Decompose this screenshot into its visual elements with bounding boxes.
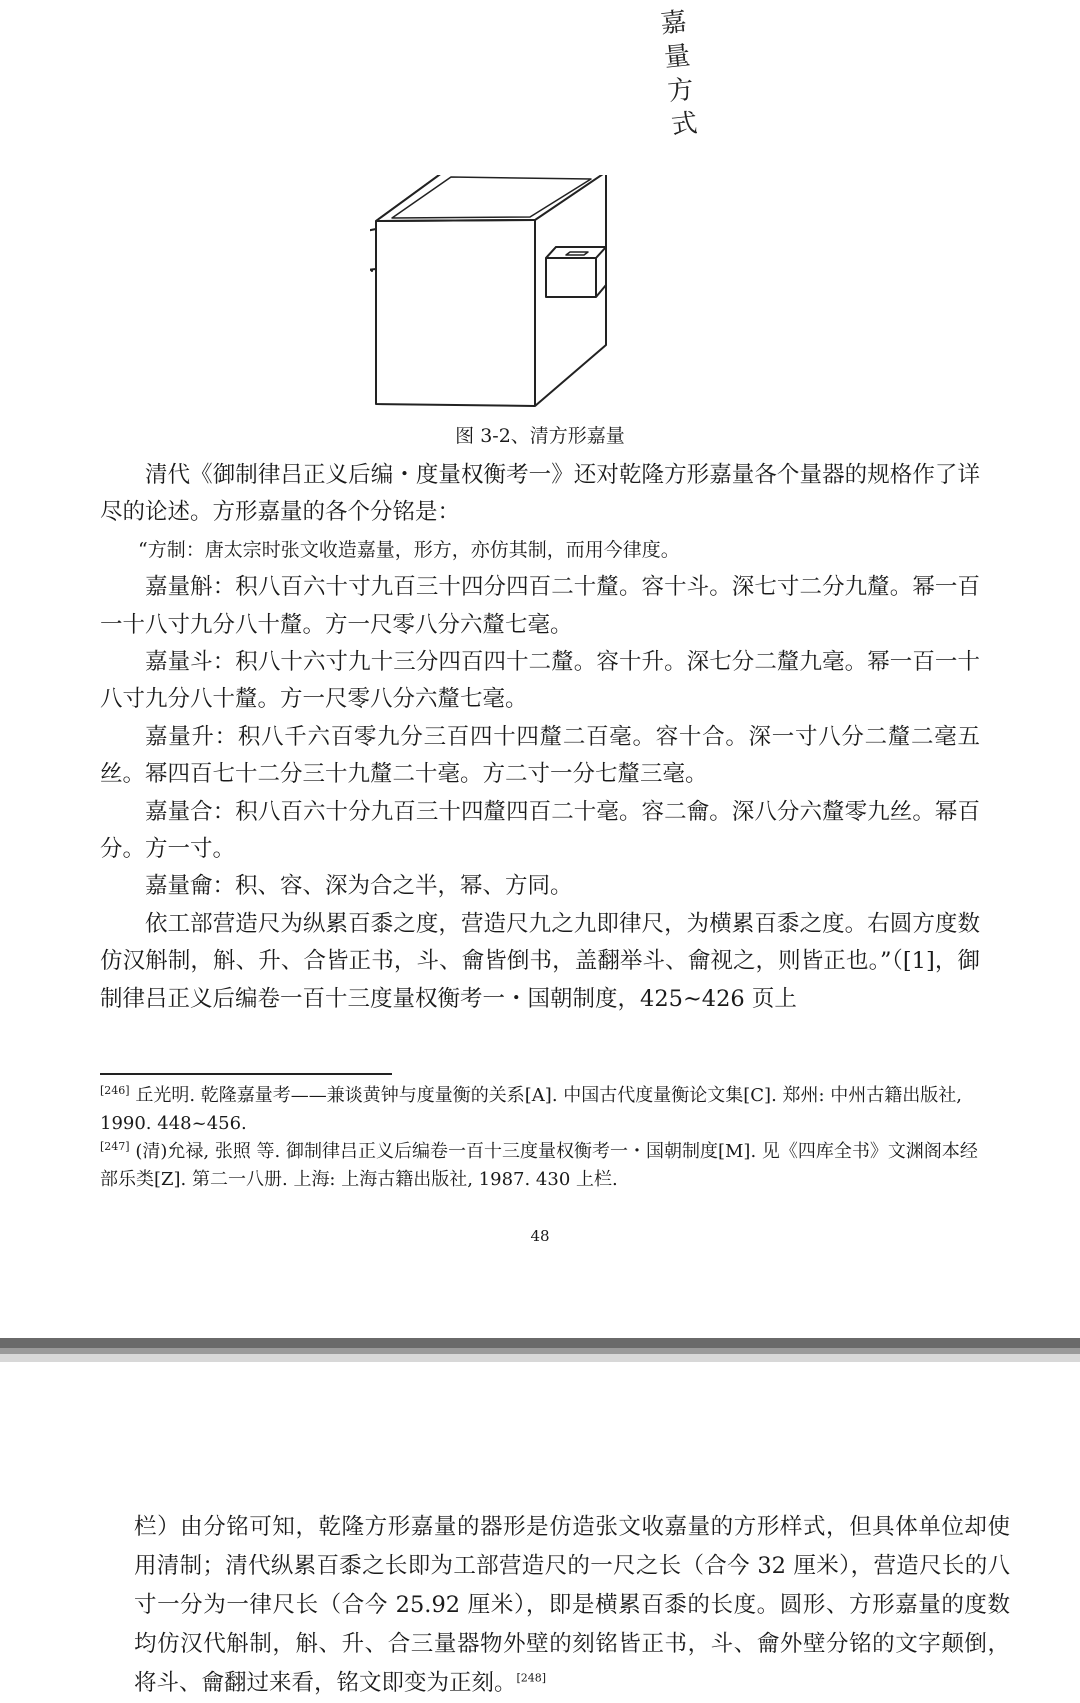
paragraph-text: 栏）由分铭可知，乾隆方形嘉量的器形是仿造张文收嘉量的方形样式，但具体单位却使用清制；清代纵累百黍之长即为工部营造尺的一尺之长（合今 32 厘米），营造尺长的八寸一分为一律尺长（合今 25.92 厘米），即是横累百黍的长度。圆形、方形嘉量的度数均仿汉代斛制，斛、升、合三量器物外壁的刻铭皆正书，斗、龠外壁分铭的文字颠倒，将斗、龠翻过来看，铭文即变为正刻。 — [134, 1514, 1010, 1696]
footnote-rule — [100, 1073, 392, 1075]
footnote-marker: [246] — [100, 1084, 130, 1097]
footnote-247 — [100, 1138, 980, 1194]
paragraph: “方制：唐太宗时张文收造嘉量，形方，亦仿其制，而用今律度。 — [138, 538, 680, 561]
figure-caption: 图 3-2、清方形嘉量 — [455, 425, 625, 447]
page-separator — [0, 1338, 1080, 1362]
paragraph: 清代《御制律吕正义后编・度量权衡考一》还对乾隆方形嘉量各个量器的规格作了详尽的论述。方形嘉量的各个分铭是： — [100, 462, 980, 526]
paragraph: 嘉量龠：积、容、深为合之半，幂、方同。 — [145, 873, 573, 900]
next-page-text — [134, 1508, 1010, 1703]
paragraph: 嘉量斗：积八十六寸九十三分四百四十二釐。容十升。深七分二釐九毫。幂一百一十八寸九分八十釐。方一尺零八分六釐七毫。 — [100, 649, 980, 713]
header-mark: 嘉量方式 — [659, 7, 699, 141]
footnotes — [100, 1082, 980, 1194]
footnote-text: (清)允禄, 张照 等. 御制律吕正义后编卷一百十三度量权衡考一・国朝制度[M]. 见《四库全书》文渊阁本经部乐类[Z]. 第二一八册. 上海: 上海古籍出版社, 1987. 430 上栏. — [100, 1141, 978, 1190]
paragraph: 嘉量斛：积八百六十寸九百三十四分四百二十釐。容十斗。深七寸二分九釐。幂一百一十八寸九分八十釐。方一尺零八分六釐七毫。 — [100, 574, 980, 638]
paragraph: 嘉量升：积八千六百零九分三百四十四釐二百毫。容十合。深一寸八分二釐二毫五丝。幂四百七十二分三十九釐二十毫。方二寸一分七釐三毫。 — [100, 723, 980, 788]
square-jialiang-illustration — [370, 175, 680, 425]
footnote-ref[interactable]: [248] — [516, 1671, 547, 1685]
paragraph: 嘉量合：积八百六十分九百三十四釐四百二十毫。容二龠。深八分六釐零九丝。幂百分。方一寸。 — [100, 798, 980, 863]
paragraph — [134, 1508, 1010, 1703]
footnote-text: 丘光明. 乾隆嘉量考——兼谈黄钟与度量衡的关系[A]. 中国古代度量衡论文集[C]. 郑州: 中州古籍出版社, 1990. 448~456. — [100, 1085, 963, 1134]
paragraph: 依工部营造尺为纵累百黍之度，营造尺九之九即律尺，为横累百黍之度。右圆方度数仿汉斛制，斛、升、合皆正书，斗、龠皆倒书，盖翻举斗、龠视之，则皆正也。”（[1]，御制律吕正义后编卷一百十三度量权衡考一・国朝制度，425~426 页上 — [100, 910, 980, 1012]
footnote-246 — [100, 1082, 980, 1138]
page-number: 48 — [530, 1227, 550, 1245]
main-text — [100, 457, 980, 1018]
footnote-marker: [247] — [100, 1140, 130, 1153]
